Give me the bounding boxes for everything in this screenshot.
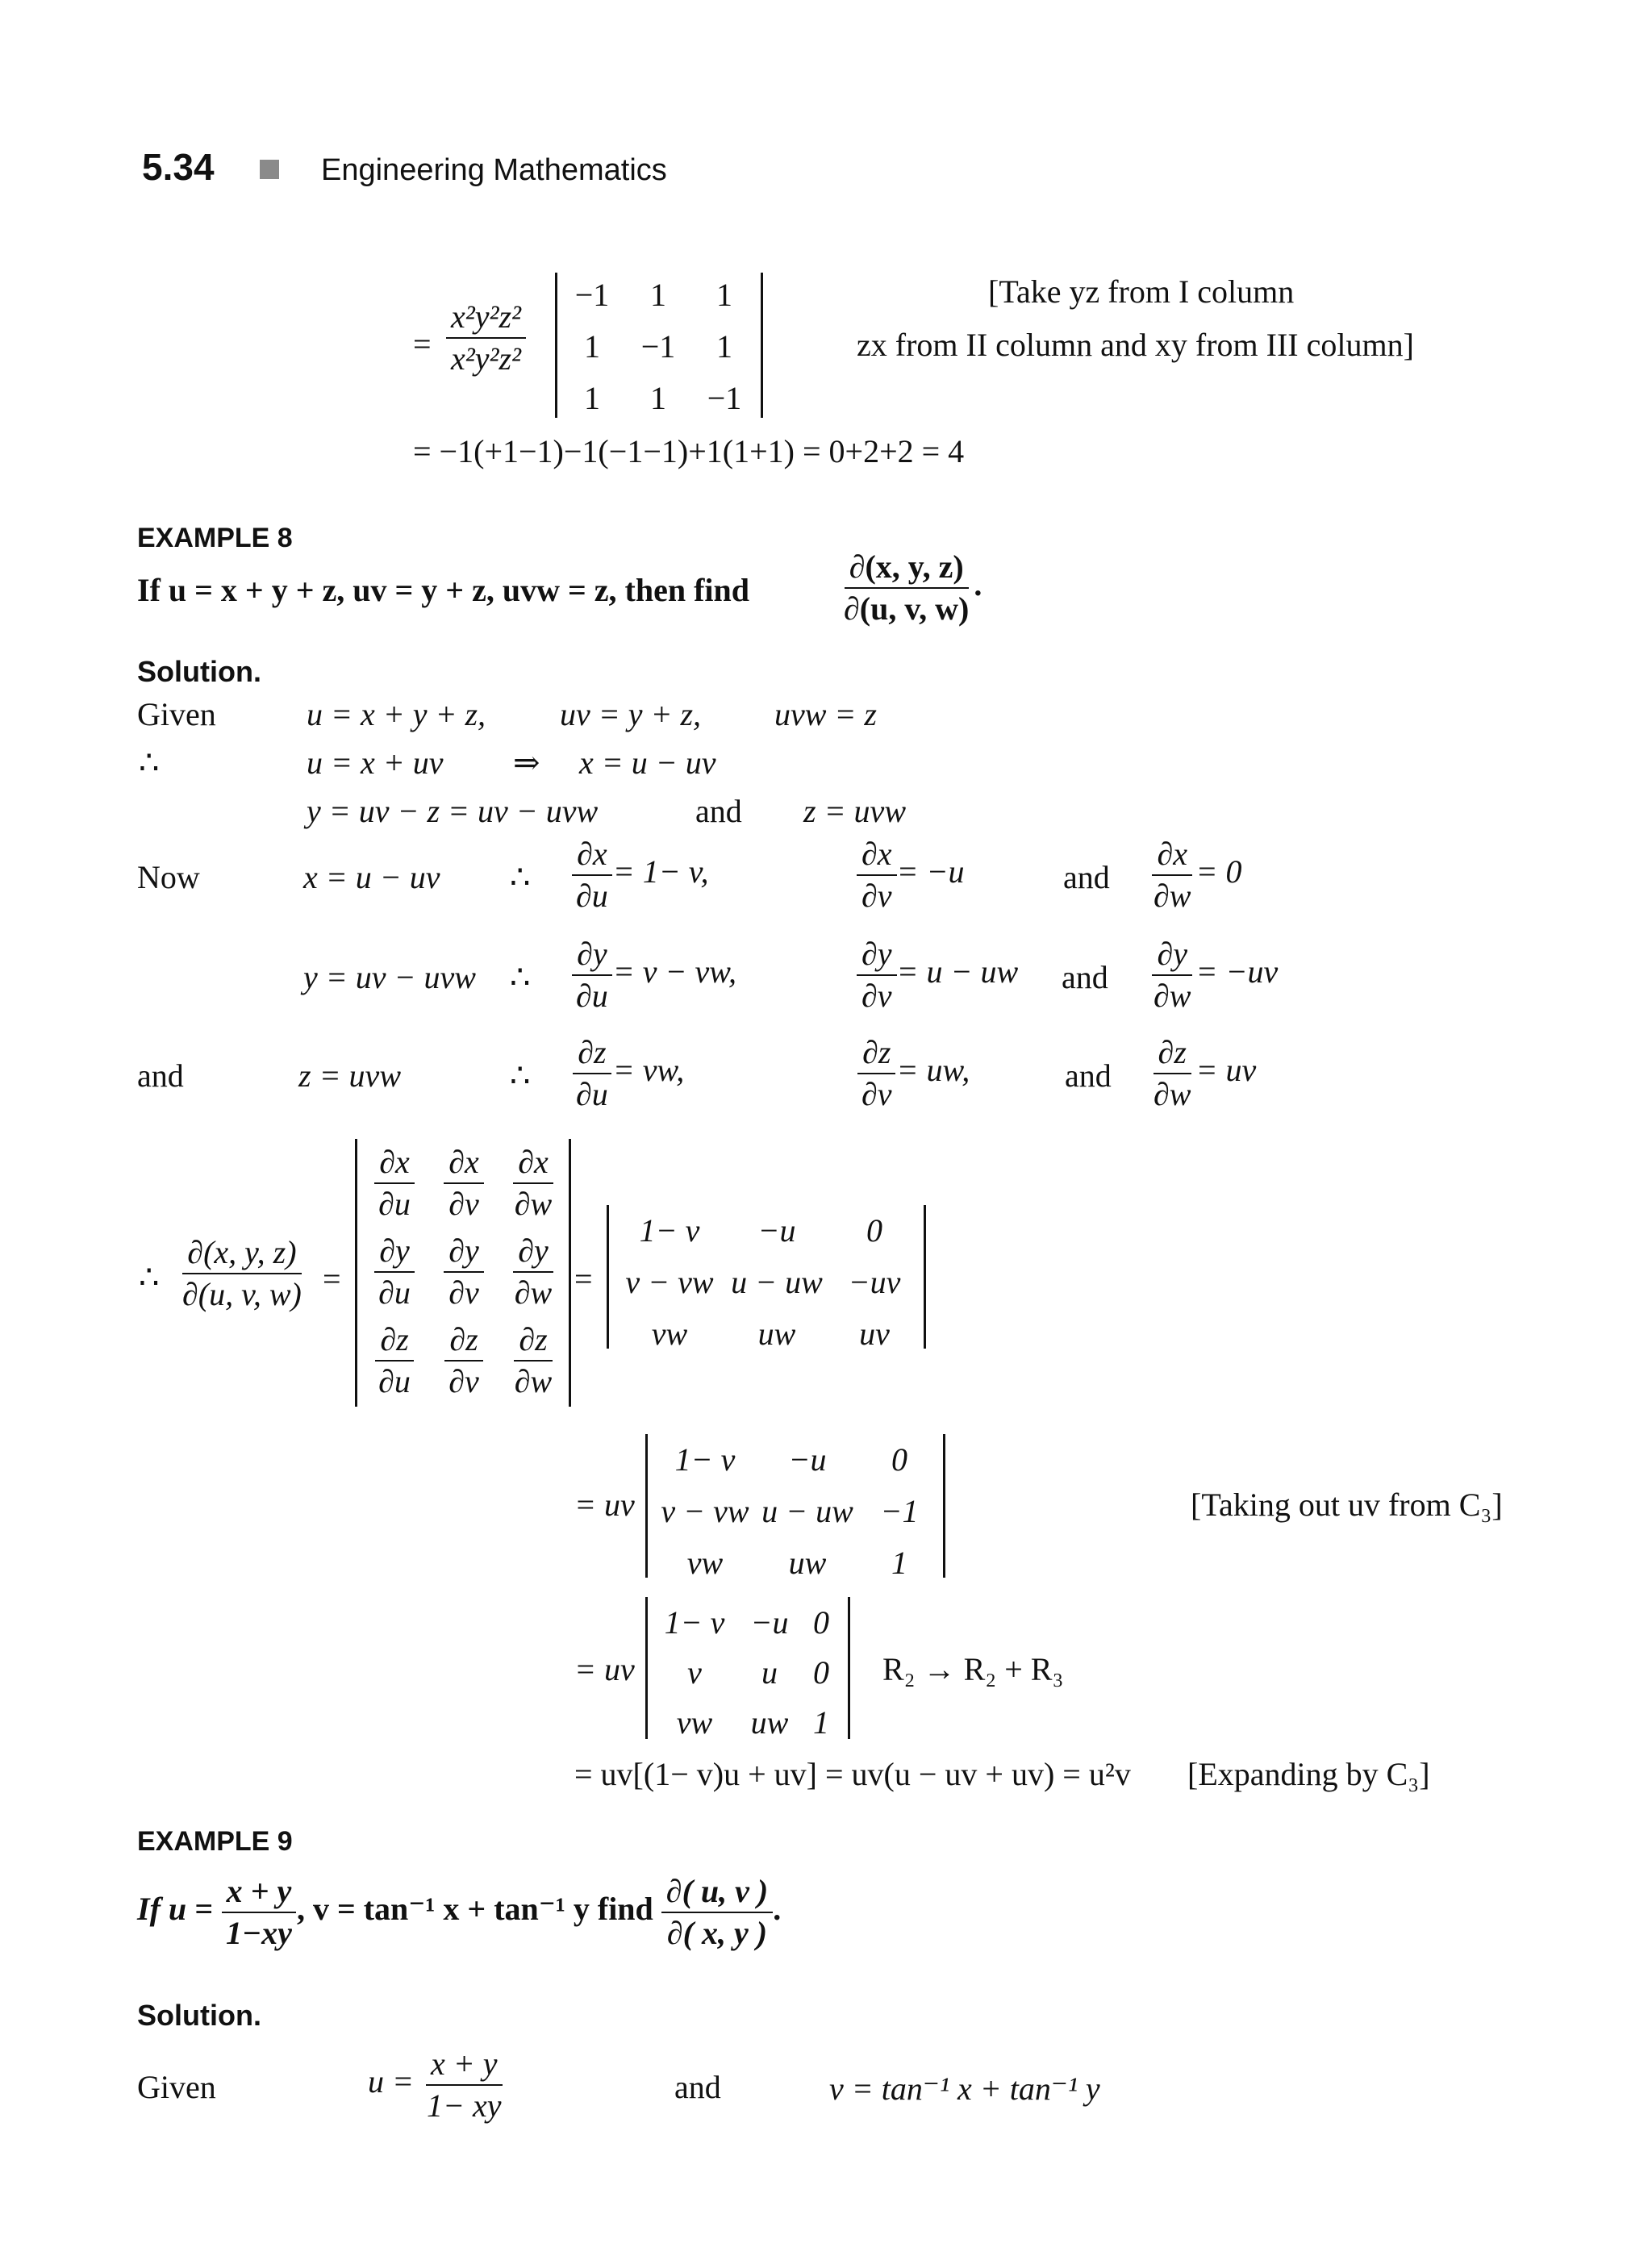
example9-statement: If u = $\frac{x + y}{1-xy}$ , v = tan⁻¹ x + tan⁻¹ y find $\frac{\partial( u, v )}{\partial( x, y )}$ . [137, 1873, 782, 1951]
partial-numerator: ∂x [444, 1144, 484, 1184]
example8-statement: If u = x + y + z, uv = y + z, uvw = z, then find [137, 572, 750, 608]
row2-and: and [1062, 959, 1108, 995]
value-entry: uv [859, 1316, 890, 1352]
row2-d1: $\frac{\partial y}{\partial u}$ = v − vw, [571, 936, 736, 1015]
value-entry: −u [757, 1212, 796, 1249]
row3-therefore: ∴ [510, 1057, 531, 1094]
partial-fraction [444, 1144, 484, 1223]
partial-denominator: ∂u [378, 1363, 411, 1399]
m3-entry: 1 [813, 1704, 829, 1741]
partial-fraction [444, 1321, 484, 1400]
partial-numerator: ∂z [444, 1321, 482, 1362]
page-number: 5.34 [142, 146, 215, 188]
row2-therefore: ∴ [510, 959, 531, 995]
jacobian-fraction: $\frac{\partial(x, y, z)}{\partial(u, v, w)}$ [182, 1234, 302, 1312]
partial-fraction [373, 1232, 415, 1311]
example9-solution-label: Solution. [137, 1999, 261, 2032]
m3-note: R₂ → R₂ + R₃ [882, 1651, 1064, 1687]
partial-denominator: ∂u [378, 1274, 411, 1311]
partial-fraction [510, 1144, 557, 1223]
jacobian-equals-1: = [323, 1261, 341, 1297]
step1b: x = u − uv [579, 744, 716, 781]
top-note-line1: [Take yz from I column [988, 273, 1295, 310]
partial-entry [432, 1232, 496, 1311]
m3-prefix: = uv [574, 1651, 635, 1687]
partial-numerator: ∂y [444, 1232, 484, 1273]
row1-lhs: x = u − uv [303, 859, 440, 895]
m2-entry: 1 [891, 1545, 907, 1581]
book-title: Engineering Mathematics [321, 153, 667, 187]
m2-determinant [645, 1434, 945, 1581]
m2-entry: 1− v [674, 1441, 736, 1478]
row2-lhs: y = uv − uvw [303, 959, 476, 995]
m2-entry: vw [686, 1545, 724, 1581]
m3-entry: 0 [813, 1604, 829, 1641]
example9-heading: EXAMPLE 9 [137, 1826, 293, 1857]
given-eq-3: uvw = z [774, 696, 877, 732]
top-result: = −1(+1−1)−1(−1−1)+1(1+1) = 0+2+2 = 4 [413, 433, 965, 469]
m2-entry: −u [788, 1441, 827, 1478]
ex8-final: = uv[(1− v)u + uv] = uv(u − uv + uv) = u²v [574, 1756, 1131, 1792]
row1-d1: $\frac{\partial x}{\partial u}$ = 1− v, [571, 836, 709, 915]
jacobian-equals-2: = [574, 1261, 593, 1297]
m3-entry: v [687, 1654, 702, 1691]
value-entry: u − uw [731, 1264, 823, 1300]
partial-fraction [444, 1232, 484, 1311]
m3-determinant [645, 1597, 850, 1739]
partial-entry [362, 1232, 427, 1311]
row2-d2: $\frac{\partial y}{\partial v}$ = u − uw [857, 936, 1018, 1015]
partial-numerator: ∂x [374, 1144, 415, 1184]
partial-entry [501, 1321, 565, 1400]
row2-d3: $\frac{\partial y}{\partial w}$ = −uv [1153, 936, 1279, 1014]
implies-symbol: ⇒ [513, 744, 540, 781]
partial-numerator: ∂z [514, 1321, 552, 1362]
partial-numerator: ∂z [375, 1321, 413, 1362]
solution-label: Solution. [137, 655, 261, 688]
m3-entry: uw [750, 1704, 789, 1741]
partial-denominator: ∂w [514, 1274, 553, 1311]
row1-and: and [1063, 859, 1110, 895]
row1-therefore: ∴ [510, 859, 531, 895]
given-eq-1: u = x + y + z, [307, 696, 486, 732]
partial-entry [432, 1144, 496, 1223]
partial-entry [362, 1321, 427, 1400]
value-determinant [607, 1205, 926, 1352]
value-entry: −uv [848, 1264, 901, 1300]
partial-denominator: ∂v [448, 1186, 479, 1222]
header-square-icon [260, 160, 279, 179]
partial-determinant [355, 1139, 571, 1407]
and-label: and [137, 1057, 184, 1094]
step2b: z = uvw [803, 793, 906, 829]
example8-target: $\frac{\partial(x, y, z)}{\partial(u, v, w)}$ . [844, 548, 982, 627]
m2-prefix: = uv [574, 1487, 635, 1523]
row3-d2: $\frac{\partial z}{\partial v}$ = uw, [857, 1034, 970, 1113]
value-entry: uw [757, 1316, 796, 1352]
top-determinant: −1 1 1 1 −1 1 1 1 −1 [555, 273, 763, 418]
top-fraction: $\frac{\text{x²y²z²}}{\text{x²y²z²}}$ [446, 298, 526, 377]
now-label: Now [137, 859, 200, 895]
partial-fraction [373, 1144, 415, 1223]
partial-fraction [510, 1321, 557, 1400]
step1a: u = x + uv [307, 744, 444, 781]
partial-denominator: ∂v [448, 1363, 479, 1399]
value-entry: 0 [866, 1212, 882, 1249]
top-equals: = [413, 326, 432, 362]
partial-denominator: ∂v [448, 1274, 479, 1311]
row3-and: and [1065, 1057, 1112, 1094]
example9-given-label: Given [137, 2069, 216, 2105]
partial-denominator: ∂w [514, 1186, 553, 1222]
partial-denominator: ∂u [378, 1186, 411, 1222]
given-label: Given [137, 696, 216, 732]
m2-entry: u − uw [761, 1493, 853, 1529]
value-entry: 1− v [639, 1212, 700, 1249]
partial-entry [362, 1144, 427, 1223]
m3-entry: −u [750, 1604, 789, 1641]
row3-lhs: z = uvw [298, 1057, 401, 1094]
m2-note: [Taking out uv from C₃] [1191, 1487, 1503, 1523]
therefore-symbol: ∴ [139, 744, 160, 781]
m3-entry: vw [676, 1704, 713, 1741]
partial-fraction [510, 1232, 557, 1311]
top-note-line2: zx from II column and xy from III column] [857, 327, 1414, 363]
step2-and: and [695, 793, 742, 829]
example9-and: and [674, 2069, 721, 2105]
row1-d2: $\frac{\partial x}{\partial v}$ = −u [857, 836, 965, 915]
jacobian-therefore: ∴ [139, 1259, 160, 1295]
m3-entry: u [761, 1654, 778, 1691]
row3-d3: $\frac{\partial z}{\partial w}$ = uv [1153, 1034, 1257, 1112]
partial-denominator: ∂w [514, 1363, 553, 1399]
partial-entry [432, 1321, 496, 1400]
row3-d1: $\frac{\partial z}{\partial u}$ = vw, [571, 1034, 684, 1113]
example9-u-eq: u = $\frac{x + y}{1- xy}$ [368, 2045, 502, 2124]
partial-numerator: ∂y [374, 1232, 415, 1273]
partial-entry [501, 1232, 565, 1311]
value-entry: v − vw [625, 1264, 714, 1300]
m2-entry: −1 [880, 1493, 919, 1529]
row1-d3: $\frac{\partial x}{\partial w}$ = 0 [1153, 836, 1242, 914]
m2-entry: v − vw [661, 1493, 749, 1529]
m3-entry: 0 [813, 1654, 829, 1691]
example9-v-eq: v = tan⁻¹ x + tan⁻¹ y [829, 2070, 1100, 2107]
partial-fraction [373, 1321, 415, 1400]
partial-entry [501, 1144, 565, 1223]
example8-heading: EXAMPLE 8 [137, 523, 293, 553]
value-entry: vw [651, 1316, 688, 1352]
partial-numerator: ∂y [513, 1232, 553, 1273]
step2a: y = uv − z = uv − uvw [307, 793, 599, 829]
partial-numerator: ∂x [513, 1144, 553, 1184]
ex8-final-note: [Expanding by C₃] [1187, 1756, 1430, 1792]
m2-entry: 0 [891, 1441, 907, 1478]
m3-entry: 1− v [664, 1604, 725, 1641]
given-eq-2: uv = y + z, [560, 696, 702, 732]
m2-entry: uw [788, 1545, 827, 1581]
